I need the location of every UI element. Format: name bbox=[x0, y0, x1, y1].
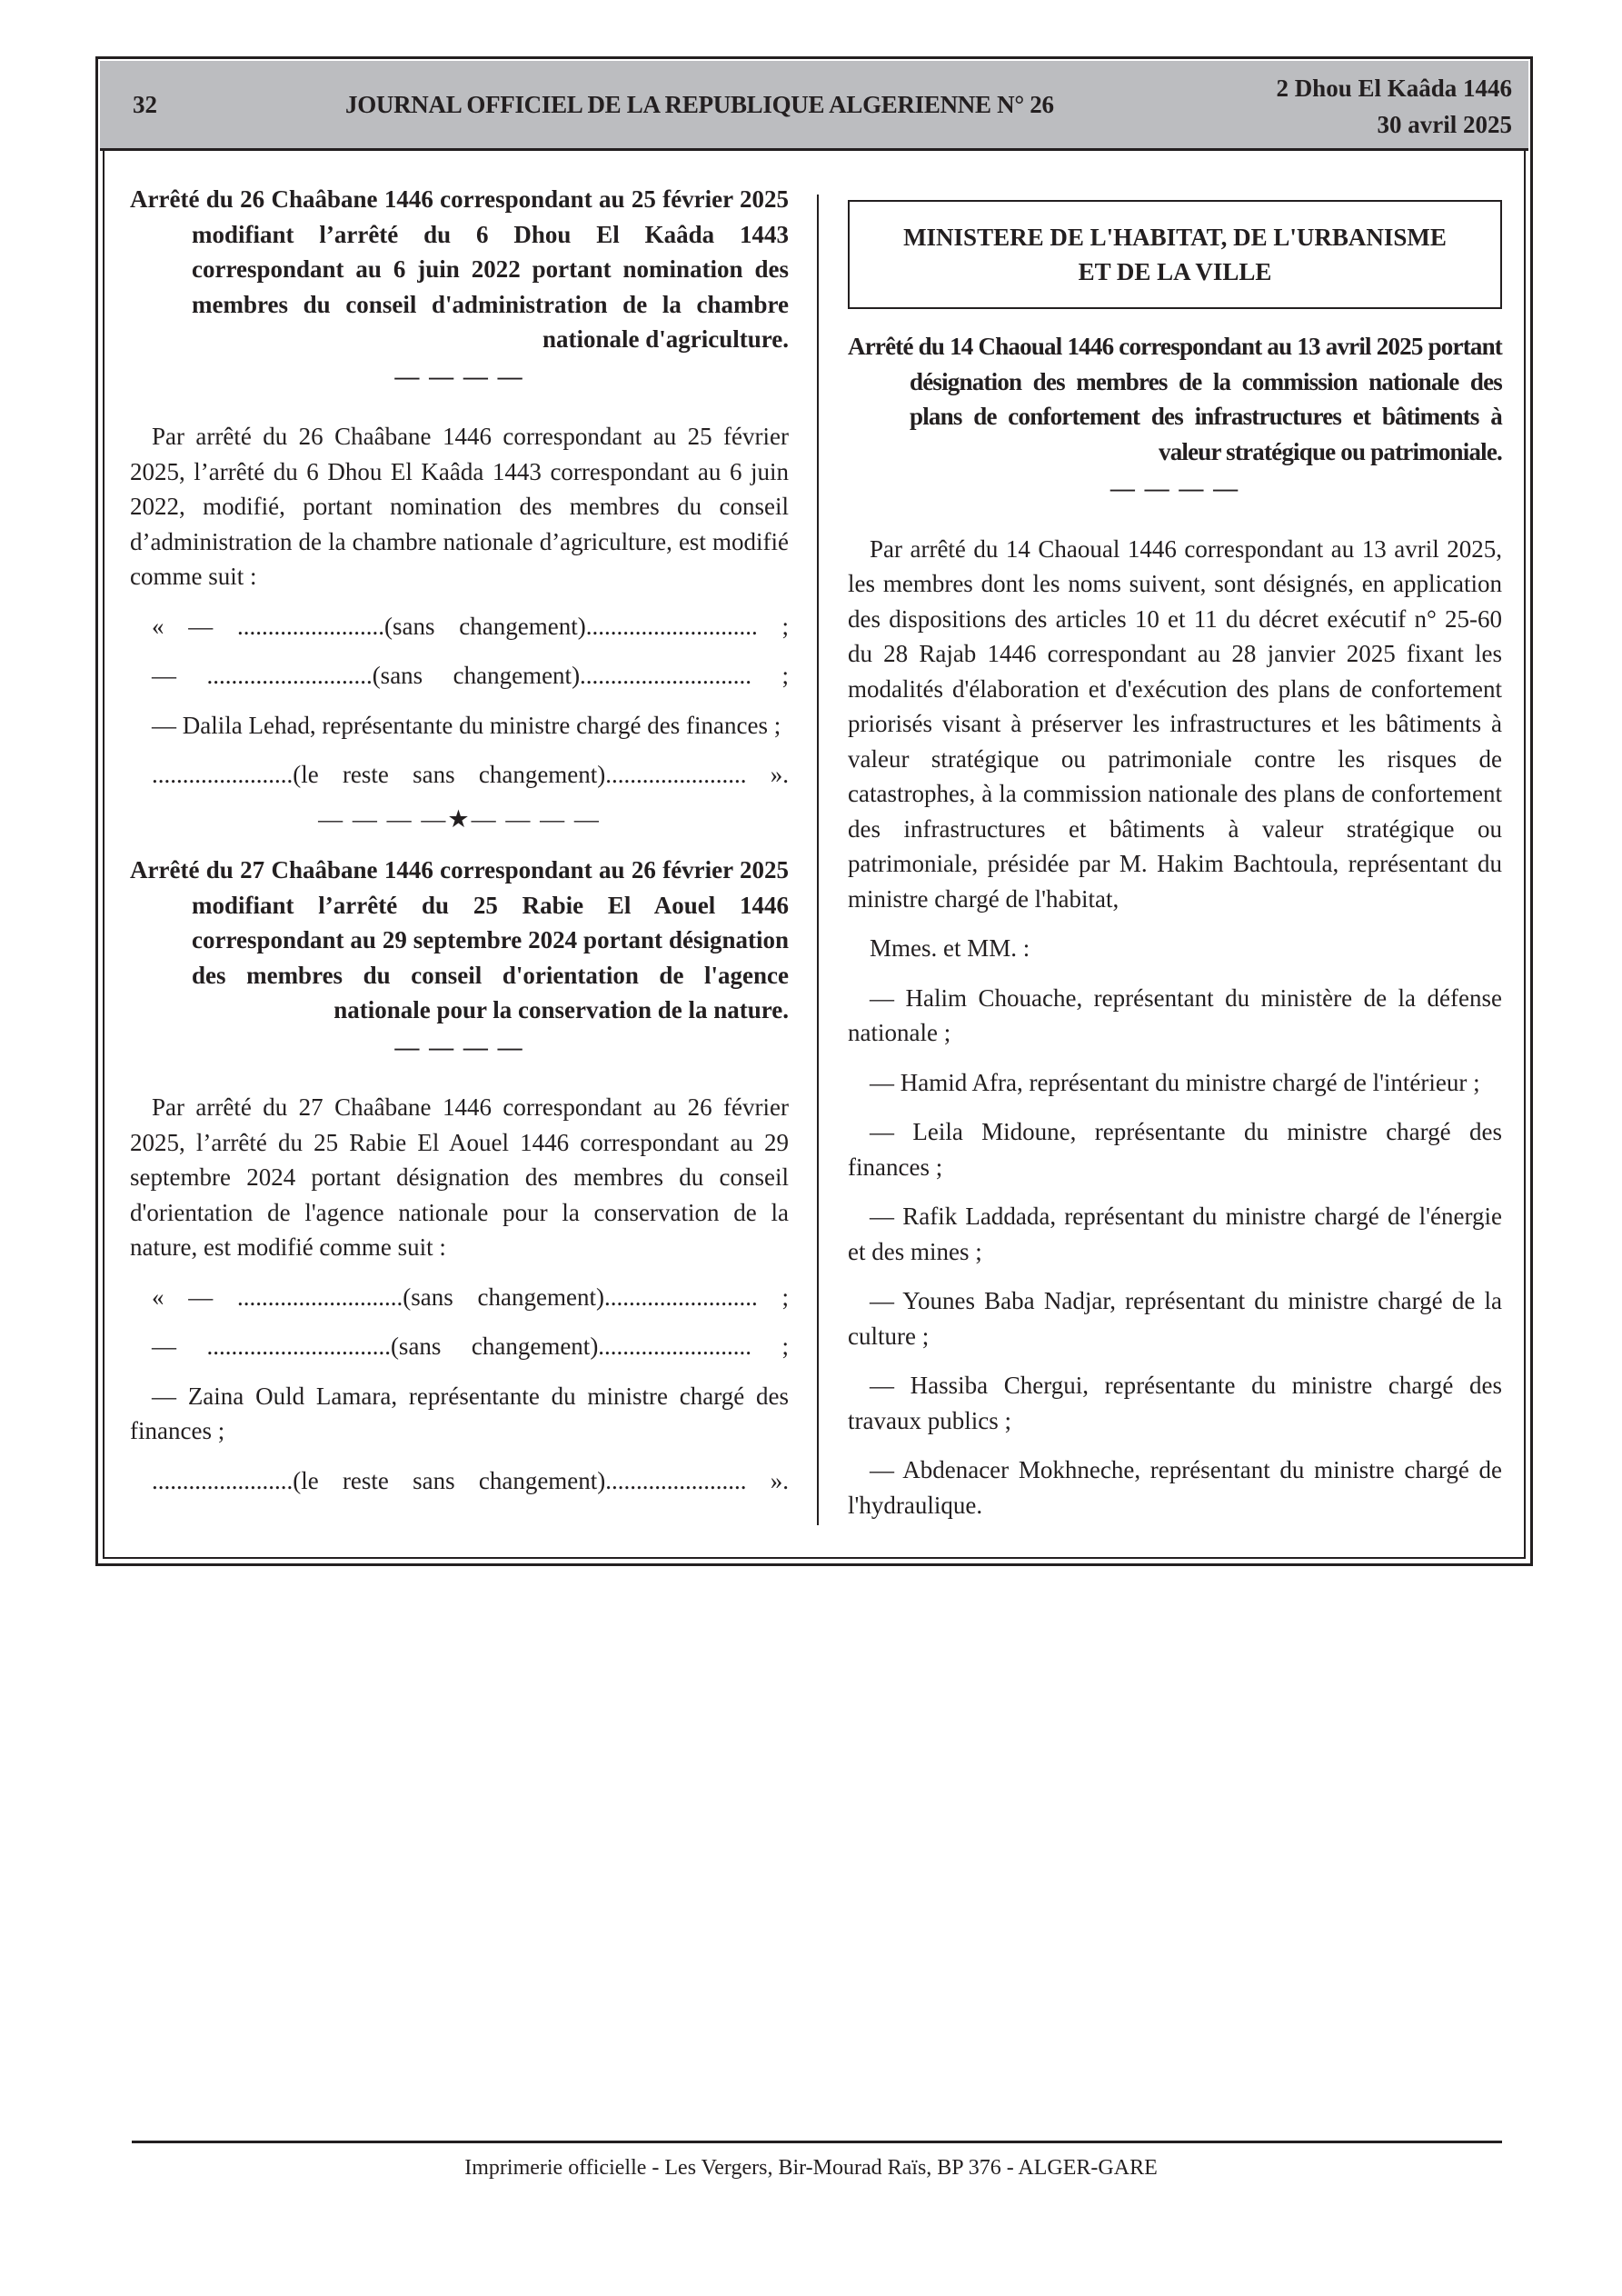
member-item: — Rafik Laddada, représentant du ministre chargé de l'énergie et des mines ; bbox=[848, 1203, 1502, 1265]
journal-title: JOURNAL OFFICIEL DE LA REPUBLIQUE ALGERIENNE N° 26 bbox=[345, 91, 1054, 118]
separator: — — — — bbox=[1110, 474, 1240, 502]
unchanged-line: « — ...........................(sans changement)......................... ; bbox=[152, 1283, 789, 1311]
decree-nature-conservation bbox=[130, 853, 789, 1498]
member-item: — Younes Baba Nadjar, représentant du ministre chargé de la culture ; bbox=[848, 1287, 1502, 1350]
member-line: — Dalila Lehad, représentante du ministre chargé des finances ; bbox=[152, 711, 781, 739]
salutation: Mmes. et MM. : bbox=[870, 934, 1030, 962]
member-item: — Hassiba Chergui, représentante du ministre chargé des travaux publics ; bbox=[848, 1372, 1502, 1434]
rest-unchanged-line: .......................(le reste sans changement)....................... ». bbox=[152, 761, 789, 788]
page-number: 32 bbox=[133, 91, 157, 118]
decree-body: Par arrêté du 27 Chaâbane 1446 correspondant au 26 février 2025, l’arrêté du 25 Rabie El Aouel 1446 correspondant au 29 septembre 2024 portant désignation des membres du conseil d'orientation de l'agence nationale pour la conservation de la nature, est modifié comme suit : bbox=[130, 1093, 789, 1261]
decree-body: Par arrêté du 26 Chaâbane 1446 correspondant au 25 février 2025, l’arrêté du 6 Dhou El Kaâda 1443 correspondant au 6 juin 2022, modifié, portant nomination des membres du conseil d’administration de la chambre nationale d’agriculture, est modifié comme suit : bbox=[130, 423, 789, 590]
right-column bbox=[848, 200, 1502, 1537]
column-divider bbox=[817, 195, 819, 1525]
member-line: — Zaina Ould Lamara, représentante du ministre chargé des finances ; bbox=[130, 1382, 789, 1444]
member-item: — Abdenacer Mokhneche, représentant du ministre chargé de l'hydraulique. bbox=[848, 1456, 1502, 1519]
ministry-line: MINISTERE DE L'HABITAT, DE L'URBANISME bbox=[903, 224, 1447, 251]
ministry-line: ET DE LA VILLE bbox=[1078, 258, 1272, 285]
decree-body: Par arrêté du 14 Chaoual 1446 correspondant au 13 avril 2025, les membres dont les noms suivent, sont désignés, en application des dispositions des articles 10 et 11 du décret exécutif n° 25-60 du 28 Rajab 1446 correspondant au 28 janvier 2025 fixant les modalités d'élaboration et d'exécution des plans de confortement priorisés visant à préserver les infrastructures et les bâtiments à valeur stratégique ou patrimoniale contre les risques de catastrophes, à la commission nationale des plans de confortement des infrastructures et bâtiments à valeur stratégique ou patrimoniale, présidée par M. Hakim Bachtoula, représentant du ministre chargé de l'habitat, bbox=[848, 534, 1502, 913]
star-separator: — — — —★— — — — bbox=[318, 804, 601, 833]
decree-agriculture bbox=[130, 182, 789, 836]
unchanged-line: « — ........................(sans changement)............................ ; bbox=[152, 612, 789, 640]
issue-date bbox=[1276, 70, 1512, 143]
decree-title: Arrêté du 14 Chaoual 1446 correspondant au 13 avril 2025 portant désignation des membres de la commission nationale des plans de confortement des infrastructures et bâtiments à valeur stratégique ou patrimoniale. bbox=[848, 333, 1502, 465]
member-item: — Halim Chouache, représentant du ministère de la défense nationale ; bbox=[848, 983, 1502, 1046]
separator: — — — — bbox=[394, 362, 524, 390]
date-gregorian: 30 avril 2025 bbox=[1377, 111, 1512, 138]
date-hijri: 2 Dhou El Kaâda 1446 bbox=[1276, 75, 1512, 102]
journal-header bbox=[100, 61, 1528, 151]
decree-title: Arrêté du 27 Chaâbane 1446 correspondant au 26 février 2025 modifiant l’arrêté du 25 Rabie El Aouel 1446 correspondant au 29 septembre 2024 portant désignation des membres du conseil d'orientation de l'agence nationale pour la conservation de la nature. bbox=[130, 856, 789, 1023]
rest-unchanged-line: .......................(le reste sans changement)....................... ». bbox=[152, 1466, 789, 1494]
footer-rule bbox=[132, 2141, 1502, 2143]
unchanged-line: — ...........................(sans changement)............................ ; bbox=[152, 662, 789, 689]
left-column bbox=[130, 182, 789, 1512]
separator: — — — — bbox=[394, 1033, 524, 1061]
member-item: — Leila Midoune, représentante du ministre chargé des finances ; bbox=[848, 1118, 1502, 1181]
member-item: — Hamid Afra, représentant du ministre chargé de l'intérieur ; bbox=[870, 1068, 1480, 1096]
member-list bbox=[848, 981, 1502, 1523]
unchanged-line: — ..............................(sans changement)......................... ; bbox=[152, 1333, 789, 1360]
decree-title: Arrêté du 26 Chaâbane 1446 correspondant au 25 février 2025 modifiant l’arrêté du 6 Dhou El Kaâda 1443 correspondant au 6 juin 2022 portant nomination des membres du conseil d'administration de la chambre nationale d'agriculture. bbox=[130, 185, 789, 353]
printer-footer: Imprimerie officielle - Les Vergers, Bir-Mourad Raïs, BP 376 - ALGER-GARE bbox=[464, 2156, 1158, 2180]
ministry-heading bbox=[848, 200, 1502, 309]
